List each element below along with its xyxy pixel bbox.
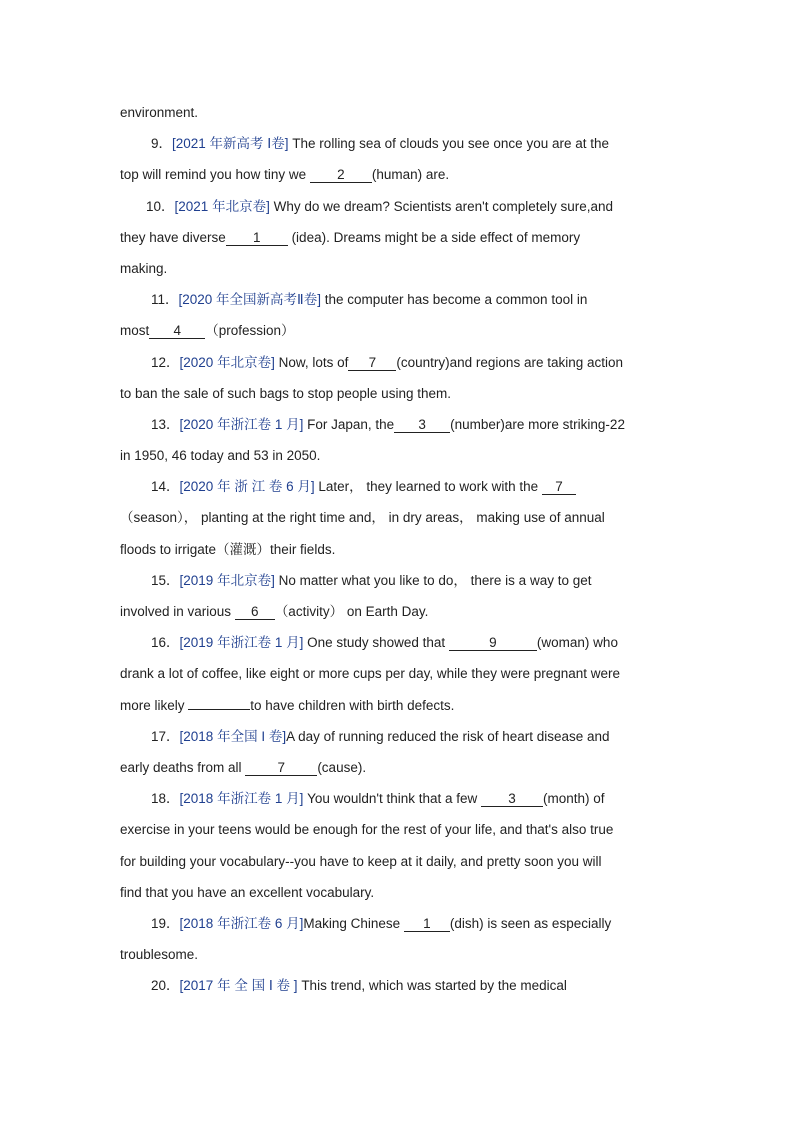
line-text: making. xyxy=(120,260,168,276)
line-text: A day of running reduced the risk of heart disease and xyxy=(286,728,610,744)
question-number: 15． xyxy=(151,572,180,588)
answer-blank: 7 xyxy=(542,480,576,495)
answer-blank: 2 xyxy=(310,168,372,183)
exam-source: [2018 年浙江卷 6 月] xyxy=(179,915,304,931)
text-line xyxy=(120,534,674,565)
exam-source: [2018 年全国 I 卷] xyxy=(179,728,287,744)
question-number: 20． xyxy=(151,978,180,994)
exercise-13 xyxy=(120,409,674,440)
question-number: 14． xyxy=(151,479,180,495)
exercise-12 xyxy=(120,347,674,378)
line-text: they have diverse xyxy=(120,229,226,245)
line-text: （season）， planting at the right time and， in dry areas， making use of annual xyxy=(120,510,605,526)
exam-source: [2020 年全国新高考Ⅱ卷] xyxy=(178,292,321,308)
answer-blank: 1 xyxy=(404,917,450,932)
exercise-10 xyxy=(120,191,674,222)
answer-blank: 3 xyxy=(394,418,450,433)
line-text: involved in various xyxy=(120,604,235,619)
line-text: This trend, which was started by the medical xyxy=(297,978,567,994)
answer-blank: 6 xyxy=(235,605,275,620)
exercise-list xyxy=(120,97,674,1001)
text-line xyxy=(120,222,674,253)
exercise-20 xyxy=(120,970,674,1001)
line-text: Why do we dream? Scientists aren't completely sure,and xyxy=(269,198,614,214)
text-line xyxy=(120,315,674,346)
line-text: Later， they learned to work with the xyxy=(314,479,542,495)
question-number: 9． xyxy=(151,136,173,152)
line-text: to have children with birth defects. xyxy=(250,697,455,713)
line-text: more likely xyxy=(120,697,189,713)
line-text: early deaths from all xyxy=(120,759,246,775)
text-line xyxy=(120,658,674,689)
answer-blank: 4 xyxy=(149,324,205,339)
exam-source: [2018 年浙江卷 1 月] xyxy=(179,791,304,807)
line-text: (human) are. xyxy=(371,167,450,183)
line-text: exercise in your teens would be enough for the rest of your life, and that's also true xyxy=(120,822,614,838)
question-number: 10． xyxy=(146,198,175,214)
text-line xyxy=(120,814,674,845)
line-text: (idea). Dreams might be a side effect of memory xyxy=(287,229,581,245)
line-text: (country)and regions are taking action xyxy=(396,354,624,370)
question-number: 17． xyxy=(151,728,180,744)
exercise-11 xyxy=(120,284,674,315)
exercise-16 xyxy=(120,627,674,658)
line-text: the computer has become a common tool in xyxy=(320,292,588,308)
line-text: in 1950, 46 today and 53 in 2050. xyxy=(120,448,321,464)
line-text: (month) of xyxy=(543,791,605,807)
line-text: find that you have an excellent vocabulary. xyxy=(120,884,375,900)
line-text: floods to irrigate（灌溉）their fields. xyxy=(120,541,336,557)
line-text: Now, lots of xyxy=(274,354,349,370)
line-text: most xyxy=(120,323,150,339)
exam-source: [2020 年北京卷] xyxy=(179,354,275,370)
line-text: troublesome. xyxy=(120,947,199,963)
answer-blank: 7 xyxy=(348,356,396,371)
exercise-17 xyxy=(120,721,674,752)
text-line xyxy=(120,502,674,533)
text-line xyxy=(120,378,674,409)
line-text: (cause). xyxy=(317,759,367,775)
question-number: 12． xyxy=(151,354,180,370)
exercise-19 xyxy=(120,908,674,939)
exercise-9 xyxy=(120,128,674,159)
line-text: Making Chinese xyxy=(303,915,404,931)
exam-source: [2017 年 全 国 Ⅰ 卷 ] xyxy=(179,978,298,994)
text-line xyxy=(120,97,674,128)
line-text: You wouldn't think that a few xyxy=(303,791,482,807)
answer-blank: 7 xyxy=(245,761,317,776)
question-number: 19． xyxy=(151,915,180,931)
question-number: 11． xyxy=(151,292,179,308)
text-line xyxy=(120,253,674,284)
line-text: （profession） xyxy=(205,323,295,339)
line-text: No matter what you like to do， there is a way to get xyxy=(274,572,592,588)
line-text: drank a lot of coffee, like eight or more cups per day, while they were pregnant were xyxy=(120,666,621,682)
line-text: top will remind you how tiny we xyxy=(120,167,310,183)
question-number: 13． xyxy=(151,416,180,432)
line-text: for building your vocabulary--you have to keep at it daily, and pretty soon you will xyxy=(120,853,602,869)
line-text: For Japan, the xyxy=(303,416,395,432)
exercise-15 xyxy=(120,565,674,596)
text-line xyxy=(120,440,674,471)
line-text: to ban the sale of such bags to stop people using them. xyxy=(120,385,451,401)
line-text: （activity） on Earth Day. xyxy=(274,604,429,619)
exam-source: [2020 年 浙 江 卷 6 月] xyxy=(179,479,315,495)
exam-source: [2021 年新高考 Ⅰ卷] xyxy=(172,136,289,152)
line-text: environment. xyxy=(120,105,199,120)
text-line xyxy=(120,877,674,908)
exam-source: [2019 年浙江卷 1 月] xyxy=(179,635,304,651)
text-line xyxy=(120,846,674,877)
question-number: 16． xyxy=(151,635,180,651)
line-text: (dish) is seen as especially xyxy=(449,915,612,931)
answer-blank: 3 xyxy=(481,792,543,807)
exam-source: [2020 年浙江卷 1 月] xyxy=(179,416,304,432)
answer-blank xyxy=(188,709,250,710)
text-line xyxy=(120,596,674,627)
answer-blank: 1 xyxy=(226,231,288,246)
text-line xyxy=(120,690,674,721)
line-text: The rolling sea of clouds you see once you are at the xyxy=(288,136,609,152)
line-text: (number)are more striking-22 xyxy=(450,416,625,432)
line-text: One study showed that xyxy=(303,635,449,651)
question-number: 18． xyxy=(151,791,180,807)
line-text: (woman) who xyxy=(536,635,618,651)
exam-source: [2019 年北京卷] xyxy=(179,572,275,588)
answer-blank: 9 xyxy=(449,636,537,651)
exam-source: [2021 年北京卷] xyxy=(174,198,270,214)
exercise-14 xyxy=(120,471,674,502)
text-line xyxy=(120,159,674,190)
text-line xyxy=(120,939,674,970)
exercise-18 xyxy=(120,783,674,814)
text-line xyxy=(120,752,674,783)
